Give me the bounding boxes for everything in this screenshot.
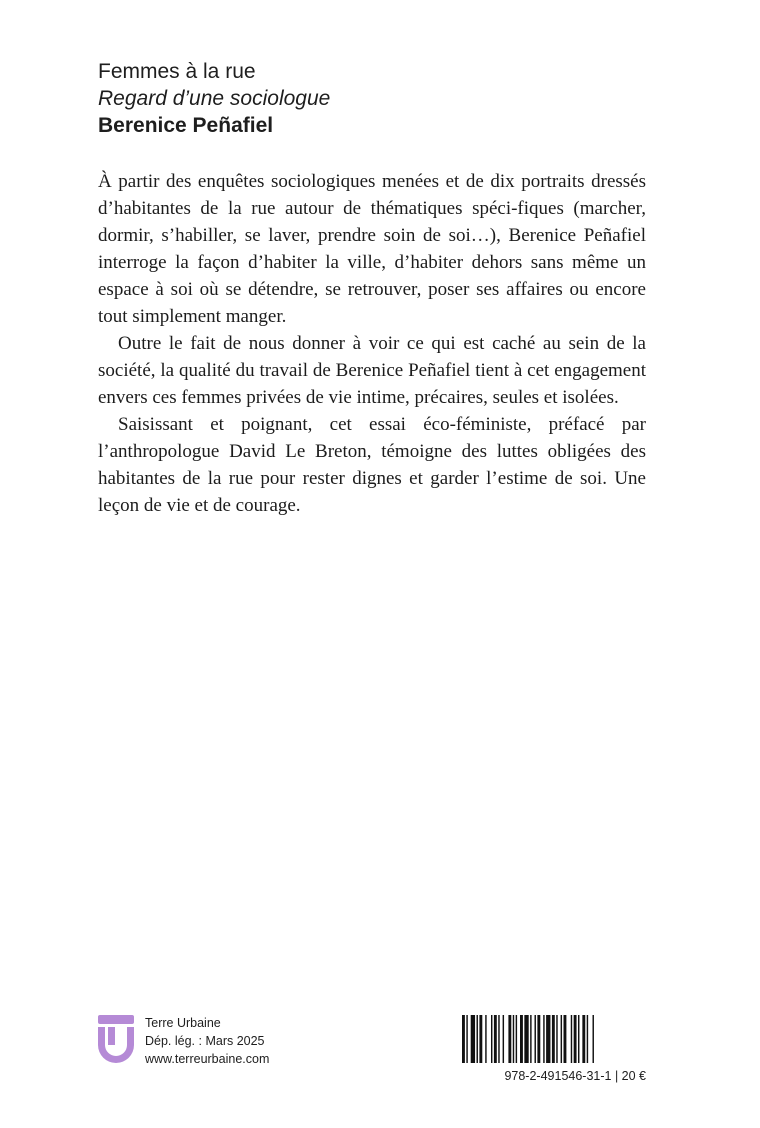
isbn-price: 978-2-491546-31-1 | 20 € (504, 1069, 646, 1083)
barcode-bar (556, 1015, 557, 1063)
barcode-bar (516, 1015, 517, 1063)
barcode-bar (537, 1015, 540, 1063)
barcode-bar (485, 1015, 486, 1063)
barcode-bar (498, 1015, 499, 1063)
barcode-bar (593, 1015, 594, 1063)
barcode-bar (477, 1015, 478, 1063)
blurb-paragraph-3: Saisissant et poignant, cet essai éco-féministe, préfacé par l’anthropologue David Le Breton, témoigne des luttes obligées des habitantes de la rue pour rester dignes et garder l’estime de soi. Une leçon de vie et de courage. (98, 414, 646, 516)
barcode-bar (571, 1015, 572, 1063)
barcode-bar (471, 1015, 475, 1063)
barcode-bar (530, 1015, 531, 1063)
back-cover-blurb (98, 168, 646, 519)
legal-deposit: Dép. lég. : Mars 2025 (145, 1034, 265, 1048)
barcode-bar (561, 1015, 562, 1063)
publisher-logo-icon (98, 1015, 134, 1063)
barcode-bar (552, 1015, 555, 1063)
barcode-bar (479, 1015, 482, 1063)
barcode-bar (582, 1015, 585, 1063)
isbn-barcode (462, 1015, 646, 1063)
barcode-bar (587, 1015, 588, 1063)
barcode-bar (466, 1015, 467, 1063)
book-header (98, 58, 330, 139)
barcode-bar (494, 1015, 497, 1063)
barcode-bar (578, 1015, 579, 1063)
barcode-bar (462, 1015, 465, 1063)
barcode-bar (513, 1015, 514, 1063)
barcode-bar (564, 1015, 567, 1063)
barcode-bar (520, 1015, 523, 1063)
blurb-paragraph-1: À partir des enquêtes sociologiques menées et de dix portraits dressés d’habitantes de la rue autour de thématiques spéci-fiques (marcher, dormir, s’habiller, se laver, prendre soin de soi…), Berenice Peñafiel interroge la façon d’habiter la ville, d’habiter dehors sans même un espace à soi où se détendre, se retrouver, poser ses affaires ou encore tout simplement manger. (98, 171, 646, 327)
barcode-bar (546, 1015, 550, 1063)
book-author: Berenice Peñafiel (98, 114, 274, 137)
publisher-name: Terre Urbaine (145, 1016, 221, 1030)
barcode-bar (574, 1015, 577, 1063)
barcode-bar (508, 1015, 511, 1063)
barcode-bar (535, 1015, 536, 1063)
barcode-bar (543, 1015, 544, 1063)
book-subtitle: Regard d’une sociologue (98, 87, 331, 110)
blurb-paragraph-2: Outre le fait de nous donner à voir ce qui est caché au sein de la société, la qualité du travail de Berenice Peñafiel tient à cet engagement envers ces femmes privées de vie intime, précaires, seules et isolées. (98, 333, 646, 408)
barcode-bar (524, 1015, 528, 1063)
barcode-bar (491, 1015, 492, 1063)
publisher-website: www.terreurbaine.com (145, 1052, 270, 1066)
publisher-info (145, 1014, 269, 1068)
barcode-bar (503, 1015, 504, 1063)
book-title: Femmes à la rue (98, 60, 256, 83)
